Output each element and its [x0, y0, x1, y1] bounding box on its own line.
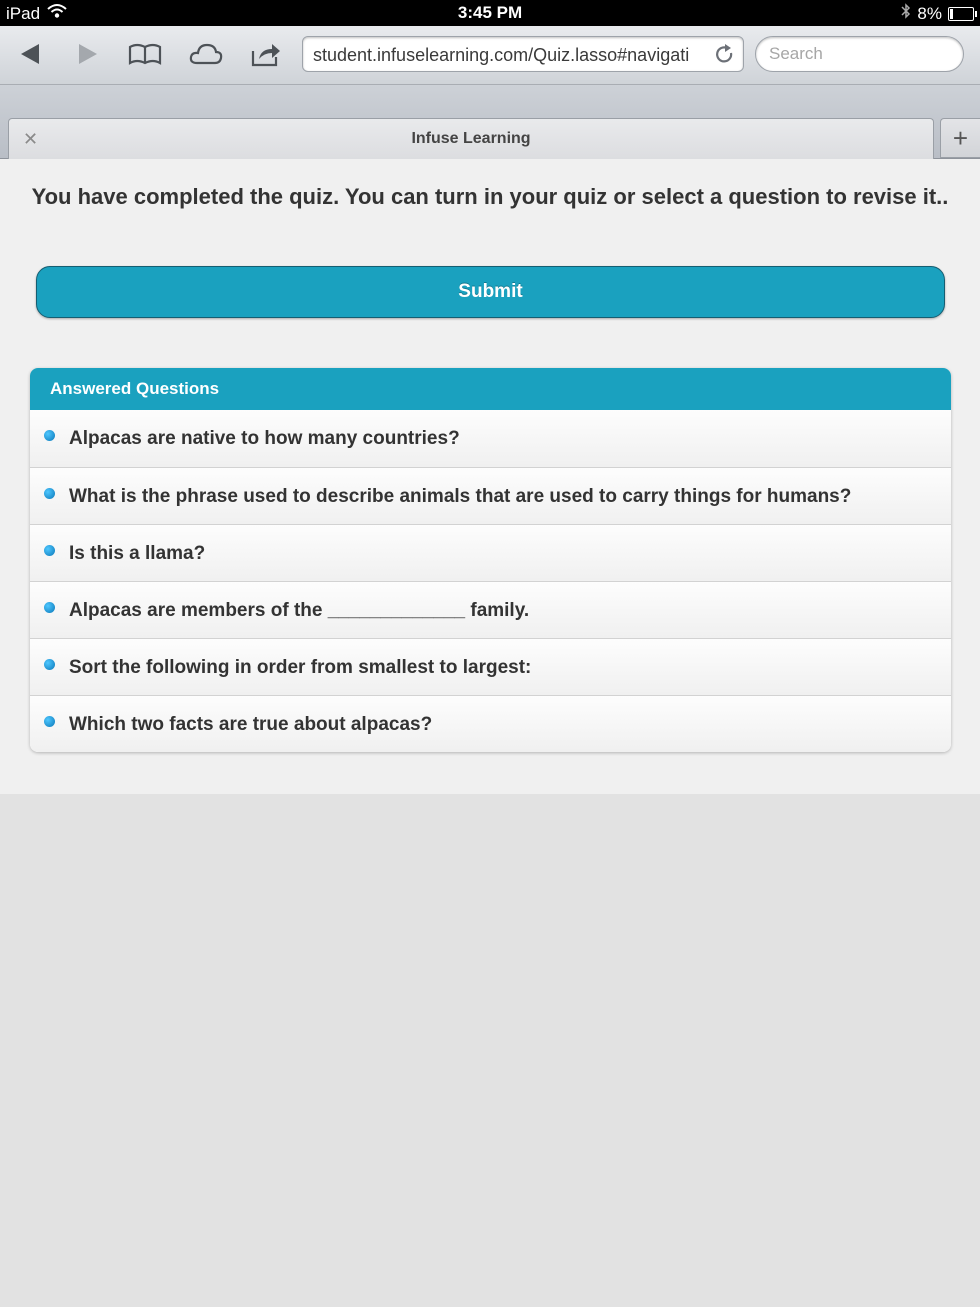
question-list — [30, 410, 951, 752]
question-item[interactable] — [30, 410, 951, 467]
question-text: Alpacas are native to how many countries? — [69, 428, 460, 449]
bookmarks-button[interactable] — [127, 38, 163, 70]
tab-infuse-learning[interactable] — [8, 118, 934, 159]
tab-title: Infuse Learning — [411, 130, 531, 147]
browser-toolbar — [0, 26, 980, 85]
question-text: Sort the following in order from smallest to largest: — [69, 657, 532, 678]
reload-icon[interactable] — [715, 44, 735, 71]
back-button[interactable] — [12, 38, 48, 70]
address-bar[interactable] — [302, 36, 744, 72]
device-label: iPad — [6, 3, 41, 23]
question-text: What is the phrase used to describe animals that are used to carry things for humans? — [69, 486, 852, 507]
bullet-icon — [44, 430, 55, 441]
question-text: Is this a llama? — [69, 543, 206, 564]
plus-icon: + — [952, 122, 969, 153]
completion-message: You have completed the quiz. You can turn in your quiz or select a question to revise it.. — [31, 184, 949, 209]
answered-questions-header: Answered Questions — [30, 368, 951, 410]
bullet-icon — [44, 488, 55, 499]
battery-icon — [948, 7, 974, 21]
question-item[interactable] — [30, 524, 951, 581]
share-icon — [250, 41, 282, 67]
question-text: Which two facts are true about alpacas? — [69, 714, 433, 735]
back-arrow-icon — [19, 42, 41, 66]
battery-percent: 8% — [917, 3, 942, 23]
close-tab-icon[interactable]: ✕ — [23, 129, 39, 149]
bullet-icon — [44, 602, 55, 613]
tab-strip — [0, 85, 980, 159]
submit-button[interactable]: Submit — [36, 266, 945, 318]
bluetooth-icon — [901, 3, 911, 24]
question-text: Alpacas are members of the _____________ family. — [69, 600, 530, 621]
bullet-icon — [44, 545, 55, 556]
answered-questions-panel — [30, 368, 951, 752]
question-item[interactable] — [30, 638, 951, 695]
question-item[interactable] — [30, 467, 951, 524]
icloud-tabs-button[interactable] — [188, 38, 224, 70]
status-time: 3:45 PM — [457, 3, 523, 22]
search-input[interactable] — [755, 36, 964, 72]
book-icon — [128, 42, 162, 66]
status-bar — [0, 0, 980, 26]
forward-arrow-icon — [77, 42, 99, 66]
forward-button[interactable] — [70, 38, 106, 70]
cloud-icon — [189, 42, 223, 66]
share-button[interactable] — [248, 38, 284, 70]
bullet-icon — [44, 716, 55, 727]
url-text: student.infuselearning.com/Quiz.lasso#navigati — [313, 45, 690, 65]
question-item[interactable] — [30, 581, 951, 638]
quiz-page — [0, 159, 980, 794]
bullet-icon — [44, 659, 55, 670]
new-tab-button[interactable] — [940, 118, 980, 158]
question-item[interactable] — [30, 695, 951, 752]
